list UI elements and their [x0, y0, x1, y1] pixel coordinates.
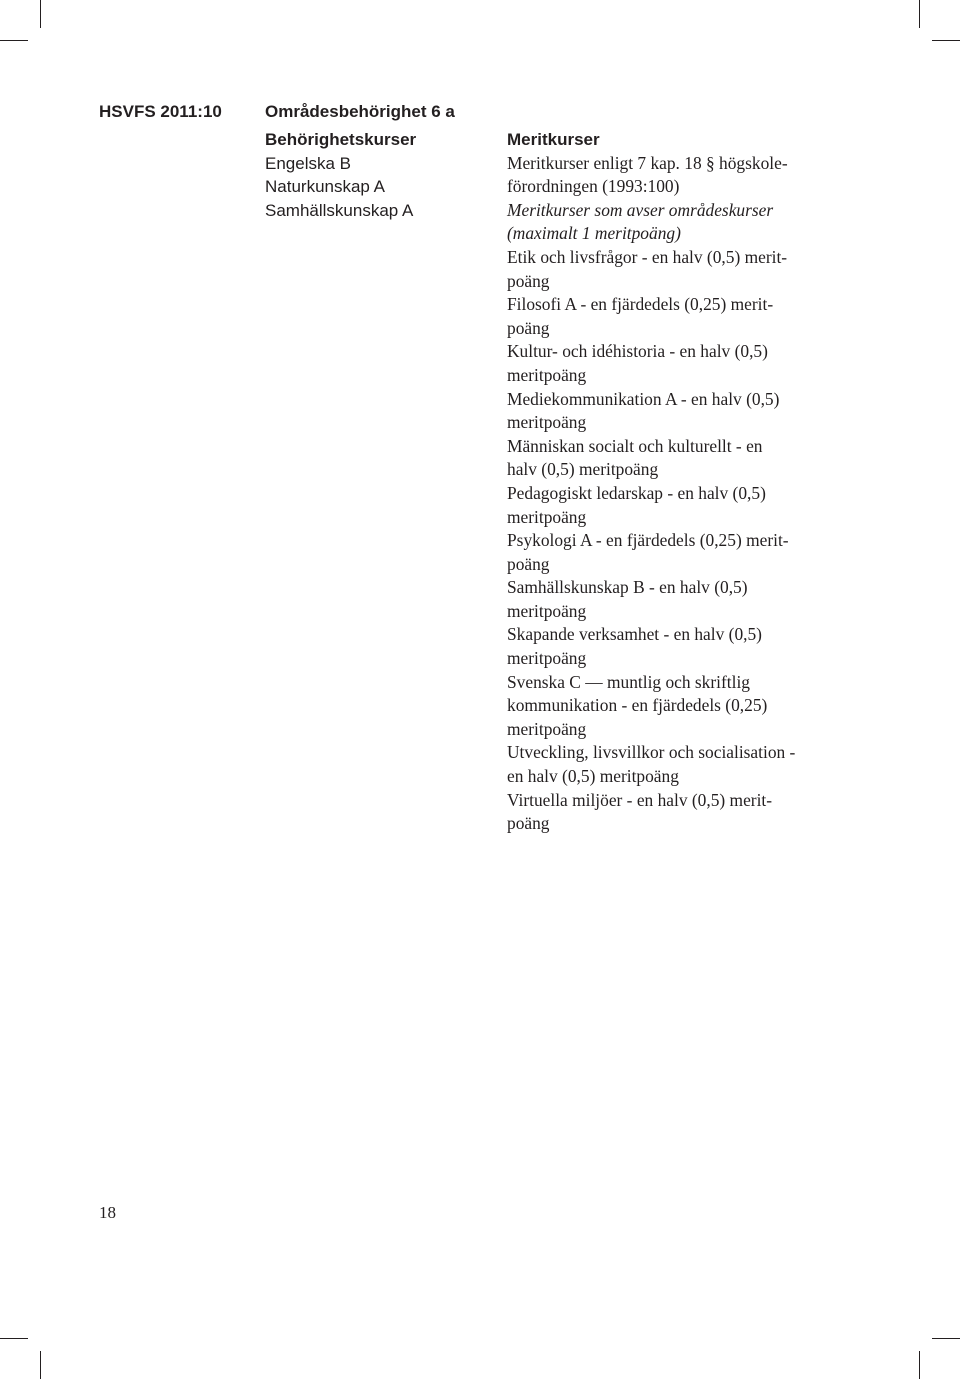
merit-heading: Meritkurser — [507, 130, 600, 149]
merit-course-line: Svenska C — muntlig och skriftlig — [507, 671, 750, 692]
crop-mark — [40, 0, 41, 28]
crop-mark — [0, 40, 28, 41]
merit-course-line: Samhällskunskap B - en halv (0,5) — [507, 577, 748, 598]
merit-course-line: Skapande verksamhet - en halv (0,5) — [507, 624, 762, 645]
merit-course-line: Psykologi A - en fjärdedels (0,25) merit- — [507, 530, 789, 551]
merit-course-line: poäng — [507, 270, 550, 291]
merit-course-line: Mediekommunikation A - en halv (0,5) — [507, 388, 780, 409]
eligibility-course: Naturkunskap A — [265, 177, 386, 196]
merit-course-line: kommunikation - en fjärdedels (0,25) — [507, 695, 768, 716]
merit-section — [507, 128, 807, 836]
merit-course-line: poäng — [507, 553, 550, 574]
eligibility-course: Engelska B — [265, 153, 351, 173]
crop-mark — [932, 1338, 960, 1339]
crop-mark — [932, 40, 960, 41]
merit-course-line: Kultur- och idéhistoria - en halv (0,5) — [507, 341, 768, 362]
merit-intro-line: Meritkurser enligt 7 kap. 18 § högskole- — [507, 152, 788, 173]
document-code: HSVFS 2011:10 — [99, 102, 222, 121]
area-title: Områdesbehörighet 6 a — [265, 102, 455, 121]
merit-course-line: Människan socialt och kulturellt - en — [507, 435, 763, 456]
merit-course-line: meritpoäng — [507, 412, 587, 433]
merit-course-list — [507, 246, 807, 836]
merit-course-line: meritpoäng — [507, 718, 587, 739]
page-number: 18 — [99, 1203, 116, 1222]
merit-course-line: Utveckling, livsvillkor och socialisation - — [507, 742, 796, 763]
crop-mark — [919, 1351, 920, 1379]
eligibility-course: Samhällskunskap A — [265, 200, 414, 220]
merit-course-line: meritpoäng — [507, 600, 587, 621]
eligibility-section — [265, 128, 416, 222]
merit-course-line: halv (0,5) meritpoäng — [507, 459, 659, 480]
merit-course-line: poäng — [507, 813, 550, 834]
merit-course-line: meritpoäng — [507, 364, 587, 385]
crop-mark — [40, 1351, 41, 1379]
merit-course-line: en halv (0,5) meritpoäng — [507, 766, 679, 787]
merit-course-line: Virtuella miljöer - en halv (0,5) merit- — [507, 789, 773, 810]
merit-course-line: Pedagogiskt ledarskap - en halv (0,5) — [507, 482, 766, 503]
merit-subheading-line: Meritkurser som avser områdeskurser — [507, 199, 774, 220]
merit-course-line: Etik och livsfrågor - en halv (0,5) merit- — [507, 246, 788, 267]
merit-course-line: meritpoäng — [507, 506, 587, 527]
merit-course-line: Filosofi A - en fjärdedels (0,25) merit- — [507, 294, 774, 315]
merit-course-line: poäng — [507, 317, 550, 338]
merit-subheading-line: (maximalt 1 meritpoäng) — [507, 223, 681, 244]
crop-mark — [0, 1338, 28, 1339]
crop-mark — [919, 0, 920, 28]
merit-course-line: meritpoäng — [507, 648, 587, 669]
merit-intro-line: förordningen (1993:100) — [507, 176, 680, 197]
eligibility-heading: Behörighetskurser — [265, 130, 417, 149]
